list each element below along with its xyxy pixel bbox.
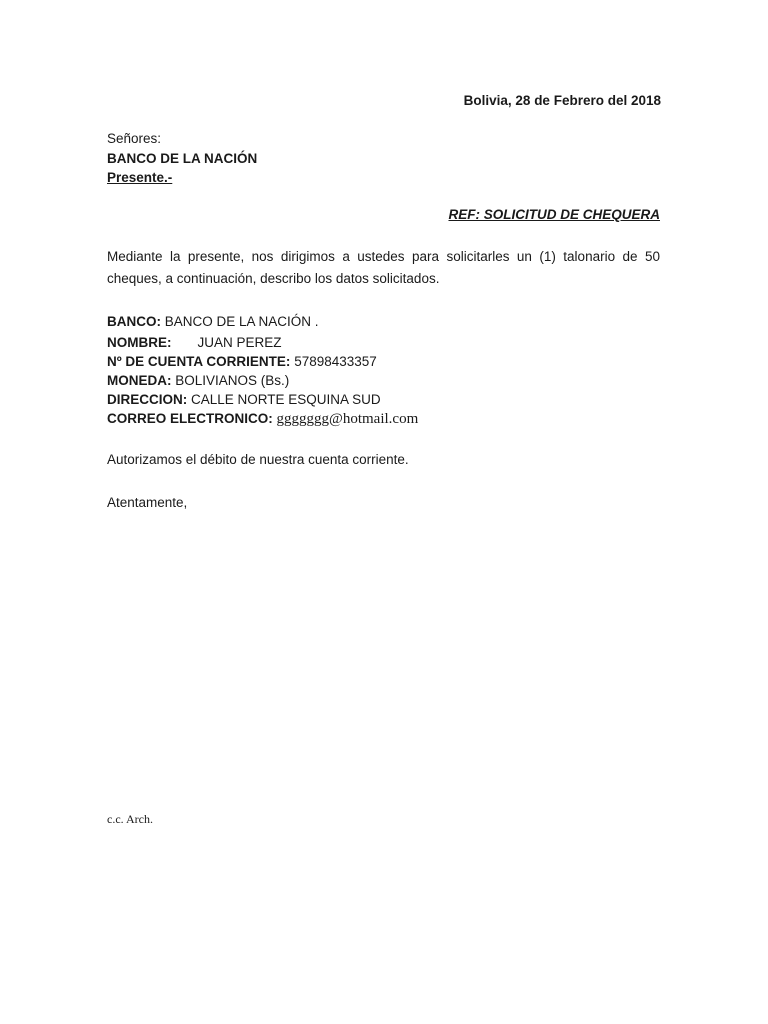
cc-archive: c.c. Arch. [107,812,153,826]
field-nombre-label: NOMBRE: [107,335,172,350]
field-direccion-value: CALLE NORTE ESQUINA SUD [191,392,381,407]
field-direccion [107,391,381,409]
field-moneda-value: BOLIVIANOS (Bs.) [175,373,290,388]
field-moneda-label: MONEDA: [107,373,172,388]
field-nombre [107,334,282,352]
field-cuenta [107,353,377,371]
authorization-line: Autorizamos el débito de nuestra cuenta corriente. [107,452,409,467]
body-paragraph: Mediante la presente, nos dirigimos a ustedes para solicitarles un (1) talonario de 50 cheques, a continuación, describo los datos solicitados. [107,249,660,286]
field-nombre-value: JUAN PEREZ [197,335,282,350]
closing-line: Atentamente, [107,495,188,510]
field-correo [107,410,418,428]
presente-line: Presente.- [107,170,173,185]
field-banco-label: BANCO: [107,314,161,329]
field-correo-value: ggggggg@hotmail.com [276,411,419,427]
field-cuenta-label: Nº DE CUENTA CORRIENTE: [107,354,291,369]
letter-date: Bolivia, 28 de Febrero del 2018 [463,93,661,108]
field-banco [107,313,319,331]
field-correo-label: CORREO ELECTRONICO: [107,411,273,426]
field-direccion-label: DIRECCION: [107,392,188,407]
field-banco-value: BANCO DE LA NACIÓN . [164,314,319,329]
field-cuenta-value: 57898433357 [294,354,377,369]
salutation: Señores: [107,131,162,146]
reference-line: REF: SOLICITUD DE CHEQUERA [448,207,660,222]
field-moneda [107,372,289,390]
recipient-name: BANCO DE LA NACIÓN [107,151,258,166]
